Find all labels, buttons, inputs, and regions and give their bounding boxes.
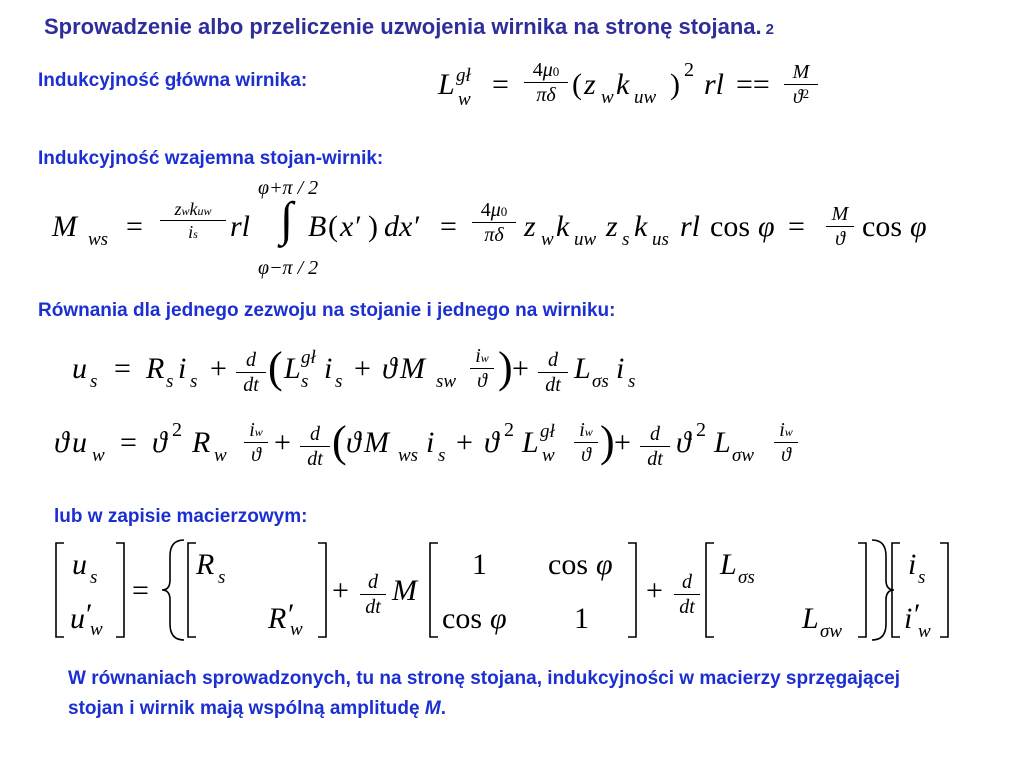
fraction: d dt bbox=[538, 350, 568, 395]
mutual-inductance-label: Indukcyjność wzajemna stojan-wirnik: bbox=[38, 148, 384, 169]
matrix-label: lub w zapisie macierzowym: bbox=[54, 506, 308, 527]
matrix-equation: u s u ′ w = R s R ′ w + d dt M 1 cos φ cos φ 1 + d dt L σs L σw i s i ′ w bbox=[0, 0, 1024, 1]
fraction: 4μ0 πδ bbox=[472, 200, 516, 245]
fraction: d dt bbox=[360, 572, 386, 617]
rotor-voltage-equation: ϑ u w = ϑ 2 R w iw ϑ + d dt ( ϑ M ws i s + ϑ 2 L gł w iw ϑ ) + d dt ϑ 2 L σw iw ϑ bbox=[0, 0, 1024, 1]
fraction: d dt bbox=[300, 424, 330, 469]
fraction: iw ϑ bbox=[574, 420, 598, 465]
equations-label: Równania dla jednego zezwoju na stojanie i jednego na wirniku: bbox=[38, 300, 616, 321]
fraction: M $ϑ^2$ bbox=[784, 62, 818, 107]
page-title: Sprowadzenie albo przeliczenie uzwojenia wirnika na stronę stojana. 2 bbox=[44, 14, 774, 39]
fraction: d dt bbox=[236, 350, 266, 395]
fraction: iw ϑ bbox=[774, 420, 798, 465]
main-inductance-label: Indukcyjność główna wirnika: bbox=[38, 70, 308, 91]
fraction: d dt bbox=[640, 424, 670, 469]
fraction: zwkuw is bbox=[160, 200, 226, 241]
fraction: 4μ0 πδ bbox=[524, 60, 568, 105]
emphasis-m: M bbox=[424, 698, 441, 719]
fraction: M ϑ bbox=[826, 204, 854, 249]
conclusion-note: W równaniach sprowadzonych, tu na stronę stojana, indukcyjności w macierzy sprzęgającej stojan i wirnik mają wspólną amplitudę M. bbox=[68, 668, 901, 719]
stator-voltage-equation: u s = R s i s + d dt ( L gł s i s + ϑ M sw iw ϑ ) + d dt L σs i s bbox=[72, 343, 636, 396]
mutual-inductance-equation: M ws = zwkuw is rl φ+π / 2 ∫ φ−π / 2 B ( x′ ) dx′ = 4μ0 πδ z w k uw z s k us rl cos φ = M ϑ cos φ bbox=[52, 177, 927, 279]
page-number: 2 bbox=[765, 21, 774, 38]
fraction: iw ϑ bbox=[244, 420, 268, 465]
fraction: d dt bbox=[674, 572, 700, 617]
fraction: iw ϑ bbox=[470, 346, 494, 391]
main-inductance-equation: L gł w = 4μ0 πδ ( z w k uw ) 2 rl == M $ϑ^2$ bbox=[0, 0, 1024, 1]
